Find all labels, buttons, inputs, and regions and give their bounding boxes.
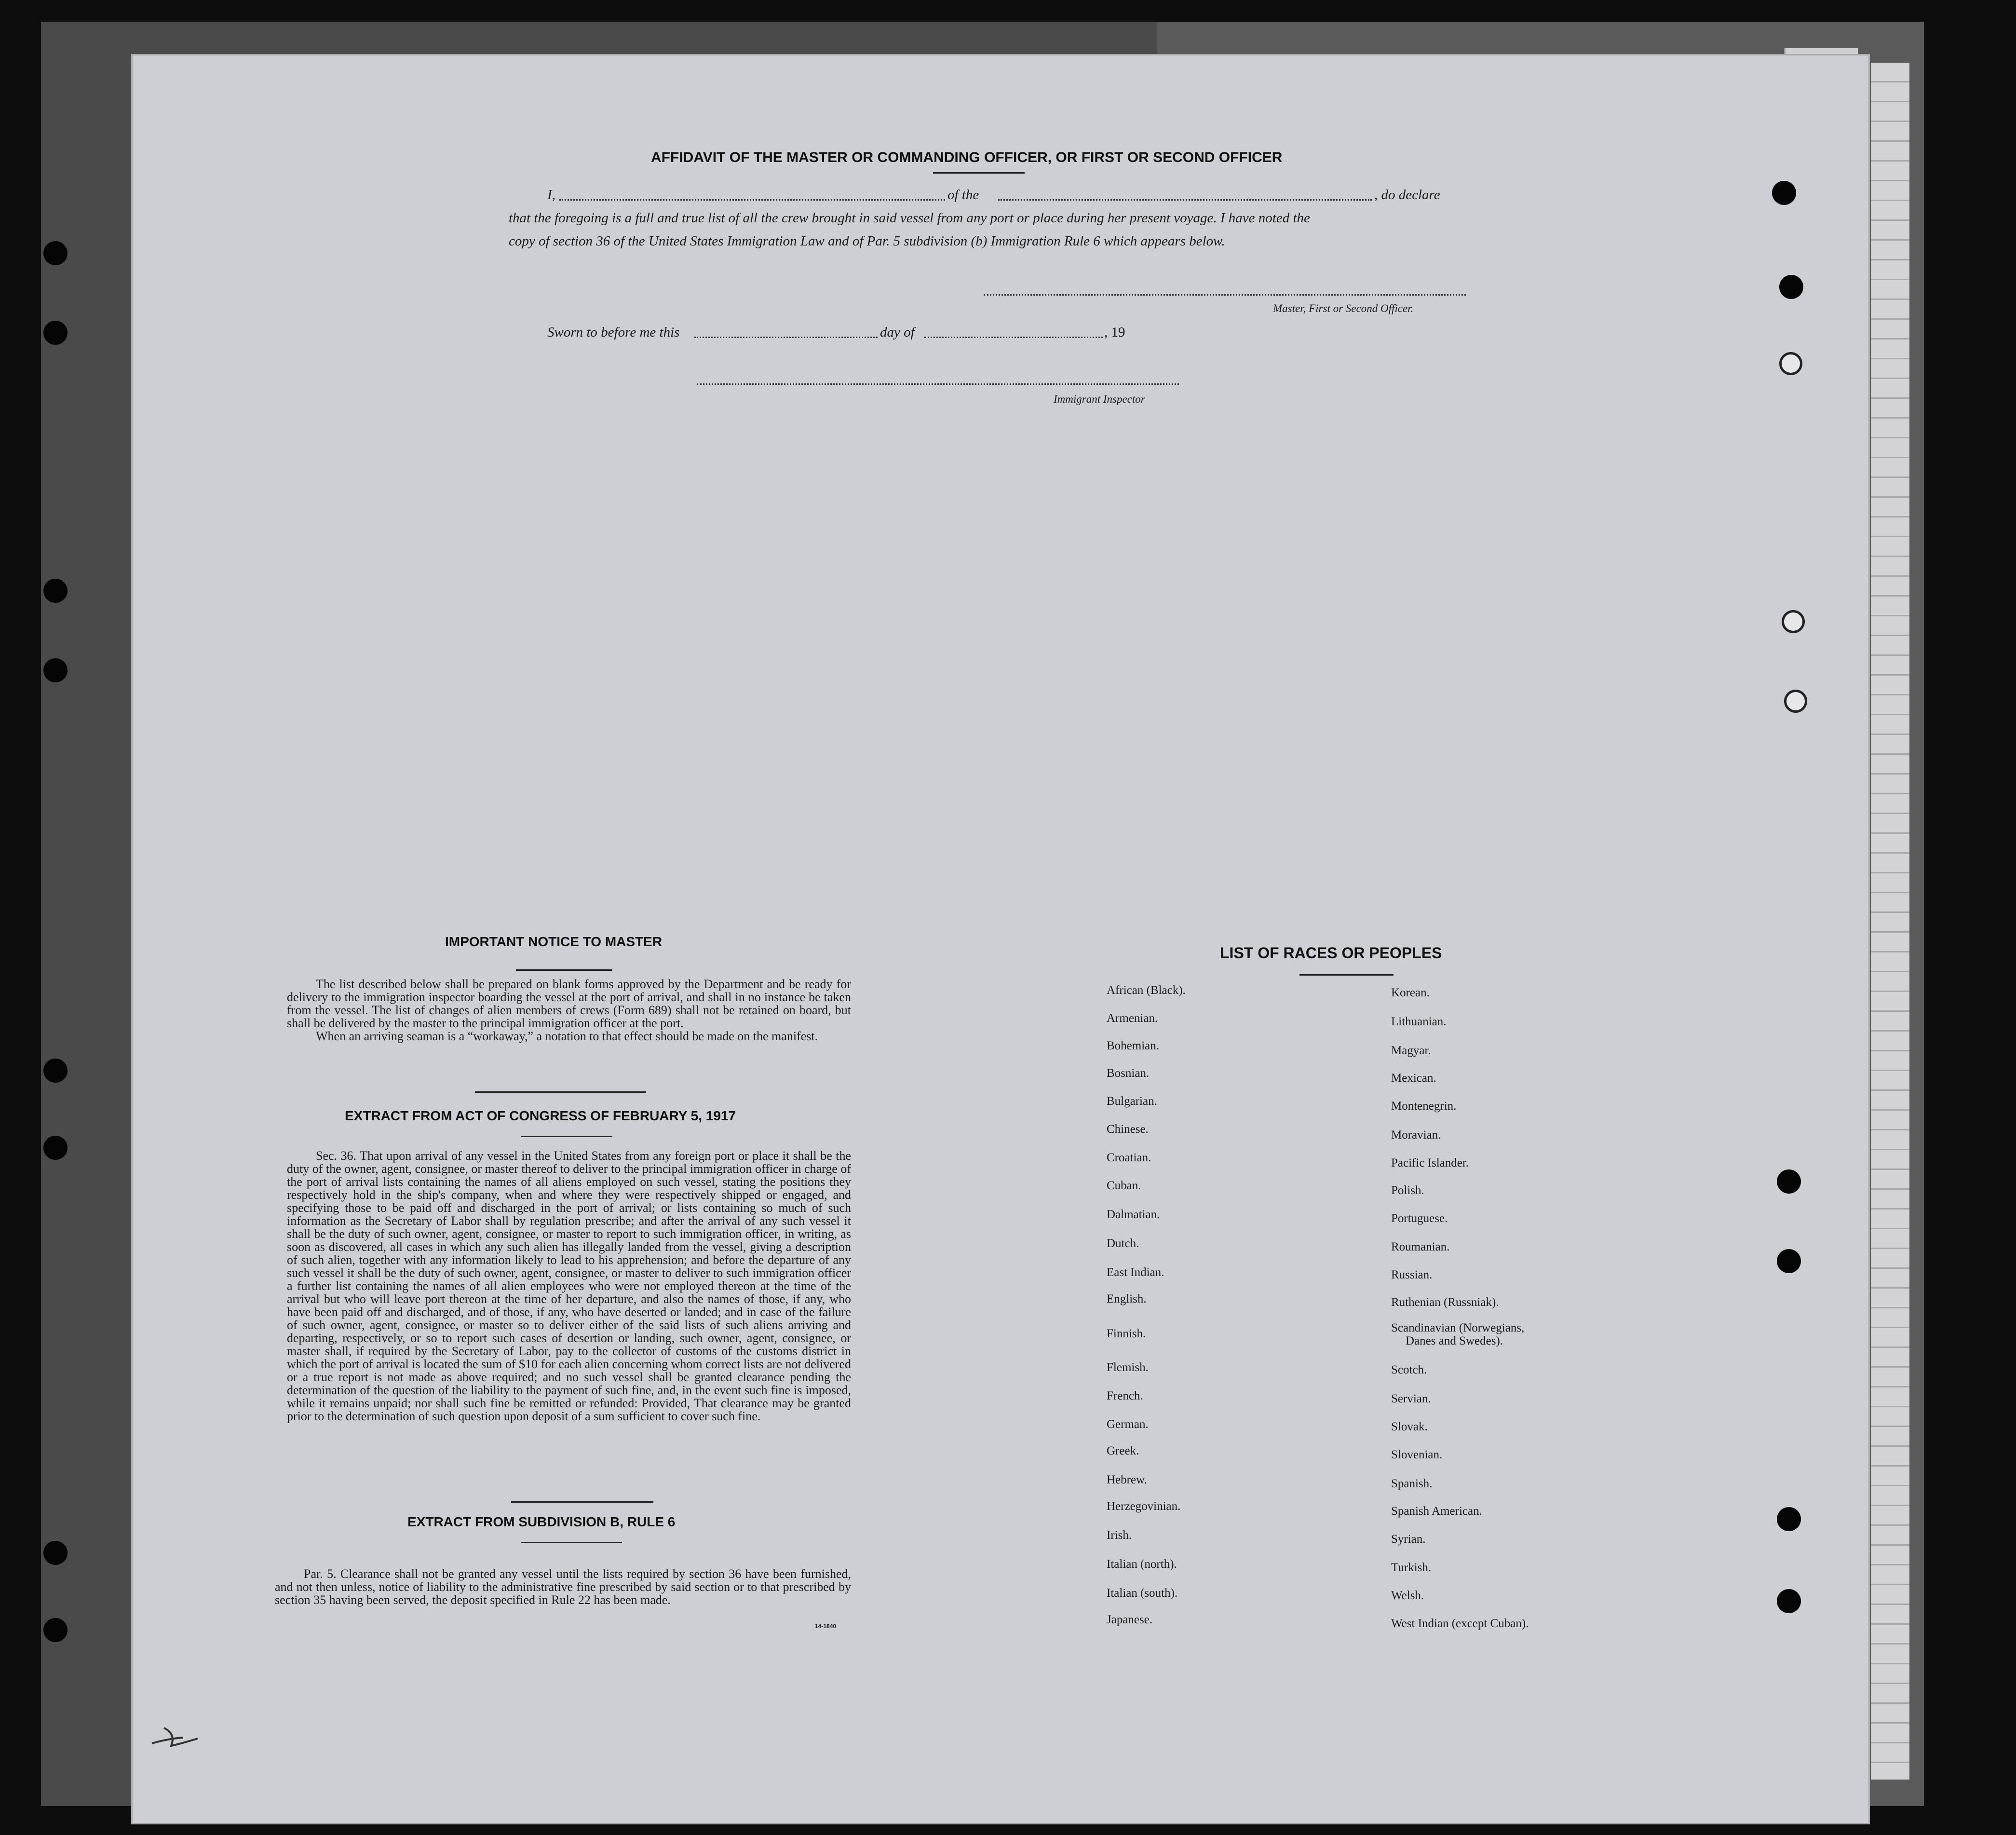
notice-title: IMPORTANT NOTICE TO MASTER [445, 934, 663, 949]
punch-hole [43, 1618, 68, 1642]
race-item: Bulgarian. [1107, 1095, 1157, 1108]
notice-paragraph: When an arriving seaman is a “workaway,” a notation to that effect should be made on the manifest. [316, 1029, 818, 1043]
punch-hole [43, 1136, 68, 1160]
race-item: Greek. [1107, 1444, 1139, 1457]
race-item: African (Black). [1107, 984, 1186, 997]
extract-act-title: EXTRACT FROM ACT OF CONGRESS OF FEBRUARY 5, 1917 [345, 1108, 736, 1123]
form-number: 14-1840 [815, 1623, 837, 1630]
race-item: Slovak. [1391, 1420, 1428, 1433]
extract-rule-paragraph: Par. 5. Clearance shall not be granted any vessel until the lists required by section 36 have been furnished, and not then unless, notice of liability to the administrative fine prescribed by said section or to that prescribed by section 35 having been served, the deposit specified in Rule 22 has been made. [275, 1567, 851, 1607]
race-item: Irish. [1107, 1529, 1132, 1542]
affidavit-line-2: that the foregoing is a full and true list of all the crew brought in said vessel from any port or place during her present voyage. I have noted the [509, 210, 1310, 226]
race-item: Bohemian. [1107, 1039, 1160, 1052]
race-item: Flemish. [1107, 1361, 1149, 1374]
race-item: Syrian. [1391, 1533, 1426, 1546]
race-item: Portuguese. [1391, 1212, 1448, 1225]
race-item: Polish. [1391, 1184, 1424, 1197]
document-sheet [133, 55, 1868, 1823]
race-item: Finnish. [1107, 1327, 1146, 1340]
affidavit-i-label: I, [547, 187, 555, 203]
race-item: Japanese. [1107, 1613, 1153, 1626]
race-item: West Indian (except Cuban). [1391, 1617, 1529, 1630]
vessel-blank-line[interactable] [998, 199, 1372, 201]
race-item: Scotch. [1391, 1363, 1427, 1376]
punch-hole [43, 241, 68, 265]
punch-hole [43, 1059, 68, 1083]
race-item: Ruthenian (Russniak). [1391, 1296, 1499, 1309]
race-item: Scandinavian (Norwegians, [1391, 1321, 1525, 1334]
race-item: Bosnian. [1107, 1067, 1150, 1080]
extract-act-paragraph: Sec. 36. That upon arrival of any vessel in the United States from any foreign port or place it shall be the duty of the owner, agent, consignee, or master thereof to deliver to the principal immigration officer in charge of the port of arrival lists containing the names of all aliens employed on such vessel, stating the positions they respectively hold in the ship's company, when and where they were respectively shipped or engaged, and specifying those to be paid off and discharged in the port of arrival; or lists containing so much of such information as the Secretary of Labor shall by regulation prescribe; and after the arrival of any such vessel it shall be the duty of such owner, agent, consignee, or master to report to such immigration officer, in writing, as soon as discovered, all cases in which any such alien has illegally landed from the vessel, giving a description of such alien, together with any information likely to lead to his apprehension; and before the departure of any such vessel it shall be the duty of such owner, agent, consignee, or master to deliver to such immigration officer a further list containing the names of all alien employees who were not employed thereon at the time of the arrival but who will leave port thereon at the time of her departure, and also the names of those, if any, who have been paid off and discharged, and of those, if any, who have deserted or landed; and in case of the failure of such owner, agent, consignee, or master so to deliver either of the said lists of such aliens arriving and departing, respectively, or so to report such cases of desertion or landing, such owner, agent, consignee, or master shall, if required by the Secretary of Labor, pay to the collector of customs of the customs district in which the port of arrival is located the sum of $10 for each alien concerning whom correct lists are not delivered or a true report is not made as above required; and no such vessel shall be granted clearance pending the determination of the question of the liability to the payment of such fine, and, in the event such fine is imposed, while it remains unpaid; nor shall such fine be remitted or refunded: Provided, That clearance may be granted prior to the determination of such question upon deposit of a sum sufficient to cover such fine. [287, 1149, 851, 1423]
divider [521, 1136, 612, 1137]
race-item: Welsh. [1391, 1589, 1424, 1602]
race-item: Italian (south). [1107, 1587, 1178, 1600]
race-item: East Indian. [1107, 1266, 1164, 1279]
affidavit-line-3: copy of section 36 of the United States Immigration Law and of Par. 5 subdivision (b) Immigration Rule 6 which appears below. [509, 233, 1225, 249]
divider [511, 1501, 653, 1503]
divider [475, 1091, 646, 1093]
race-item: Roumanian. [1391, 1240, 1450, 1253]
race-item: Turkish. [1391, 1561, 1432, 1574]
notice-paragraph: The list described below shall be prepared on blank forms approved by the Department and be ready for delivery to the immigration inspector boarding the vessel at the port of arrival, and shall in no instance be taken from the vessel. The list of changes of alien members of crews (Form 689) shall not be retained on board, but shall be delivered by the master to the principal immigration officer at the port. [287, 977, 851, 1030]
punch-hole [43, 658, 68, 682]
race-item: English. [1107, 1292, 1147, 1305]
punch-hole-ring [1784, 690, 1807, 713]
extract-rule-body [275, 1567, 851, 1606]
year-label: , 19 [1104, 325, 1125, 340]
punch-hole-ring [1779, 352, 1802, 375]
race-item: Moravian. [1391, 1128, 1441, 1142]
race-item: Armenian. [1107, 1012, 1158, 1025]
race-item: Servian. [1391, 1392, 1431, 1405]
race-item: Lithuanian. [1391, 1015, 1447, 1028]
punch-hole [1777, 1169, 1801, 1194]
punch-hole [1777, 1589, 1801, 1613]
punch-hole [43, 579, 68, 603]
race-item: Spanish American. [1391, 1505, 1482, 1518]
officer-label: Master, First or Second Officer. [1273, 302, 1414, 314]
punch-hole [1779, 275, 1803, 299]
race-item: Magyar. [1391, 1044, 1431, 1057]
affidavit-declare-label: , do declare [1374, 187, 1440, 203]
punch-hole [1777, 1507, 1801, 1531]
race-item: Herzegovinian. [1107, 1500, 1181, 1513]
race-item: German. [1107, 1418, 1149, 1431]
extract-rule-title: EXTRACT FROM SUBDIVISION B, RULE 6 [407, 1514, 676, 1529]
affidavit-title: AFFIDAVIT OF THE MASTER OR COMMANDING OFFICER, OR FIRST OR SECOND OFFICER [651, 150, 1283, 165]
pencil-mark [149, 1724, 212, 1753]
day-of-label: day of [880, 325, 915, 340]
punch-hole [1777, 1249, 1801, 1273]
divider [521, 1542, 622, 1543]
inspector-label: Immigrant Inspector [1054, 393, 1145, 405]
race-item: Hebrew. [1107, 1473, 1147, 1486]
divider [1299, 974, 1394, 976]
race-item: Chinese. [1107, 1123, 1149, 1136]
race-item: Italian (north). [1107, 1558, 1177, 1571]
race-item: Spanish. [1391, 1477, 1433, 1490]
race-item: Cuban. [1107, 1179, 1141, 1192]
punch-hole-ring [1782, 610, 1805, 633]
ledger-grid-strip [1871, 63, 1909, 1780]
race-item: Russian. [1391, 1268, 1433, 1281]
race-item: French. [1107, 1389, 1143, 1402]
sworn-label: Sworn to before me this [547, 325, 680, 340]
races-title: LIST OF RACES OR PEOPLES [1220, 944, 1442, 962]
race-item: Dalmatian. [1107, 1208, 1160, 1221]
name-blank-line[interactable] [559, 199, 945, 201]
race-item: Korean. [1391, 986, 1430, 999]
divider [516, 969, 612, 971]
officer-signature-line[interactable] [984, 294, 1466, 296]
punch-hole [43, 321, 68, 345]
punch-hole [1772, 181, 1796, 205]
sworn-day-blank-line[interactable] [694, 337, 878, 338]
extract-act-body [287, 1149, 851, 1423]
race-item: Montenegrin. [1391, 1100, 1457, 1113]
inspector-signature-line[interactable] [697, 383, 1179, 385]
race-item: Croatian. [1107, 1151, 1151, 1164]
affidavit-of-the-label: of the [947, 187, 979, 203]
divider [933, 172, 1025, 174]
punch-hole [43, 1541, 68, 1565]
race-item: Danes and Swedes). [1406, 1334, 1503, 1347]
race-item: Slovenian. [1391, 1448, 1443, 1461]
race-item: Dutch. [1107, 1237, 1139, 1250]
race-item: Mexican. [1391, 1072, 1436, 1085]
race-item: Pacific Islander. [1391, 1156, 1469, 1169]
sworn-month-blank-line[interactable] [924, 337, 1103, 338]
notice-body [287, 978, 851, 1043]
